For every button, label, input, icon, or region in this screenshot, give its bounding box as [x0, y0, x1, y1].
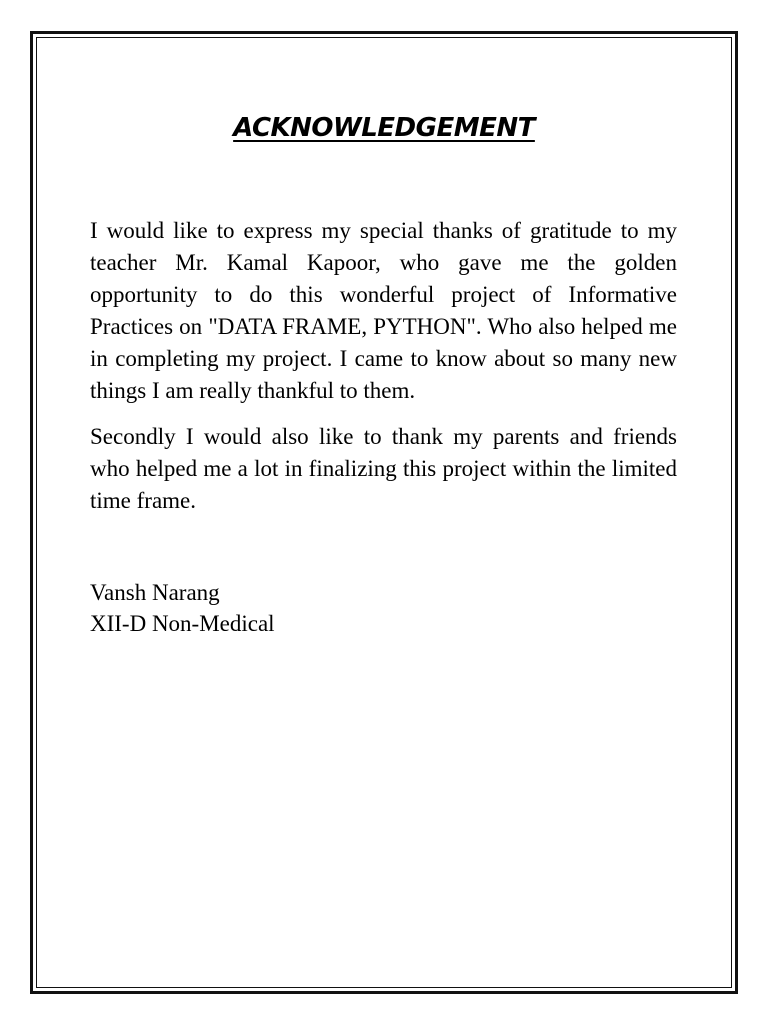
- signature-name: Vansh Narang: [90, 580, 220, 605]
- page-title: [0, 113, 768, 143]
- signature-block: [90, 577, 677, 639]
- paragraph-2: Secondly I would also like to thank my parents and friends who helped me a lot in finalizing this project within the limited time frame.: [90, 424, 677, 513]
- acknowledgement-body: [90, 215, 677, 531]
- paragraph-1: I would like to express my special thanks of gratitude to my teacher Mr. Kamal Kapoor, who gave me the golden opportunity to do this wonderful project of Informative Practices on "DATA FRAME, PYTHON". Who also helped me in completing my project. I came to know about so many new things I am really thankful to them.: [90, 218, 677, 403]
- signature-class: XII-D Non-Medical: [90, 611, 275, 636]
- title-text: ACKNOWLEDGEMENT: [233, 113, 535, 143]
